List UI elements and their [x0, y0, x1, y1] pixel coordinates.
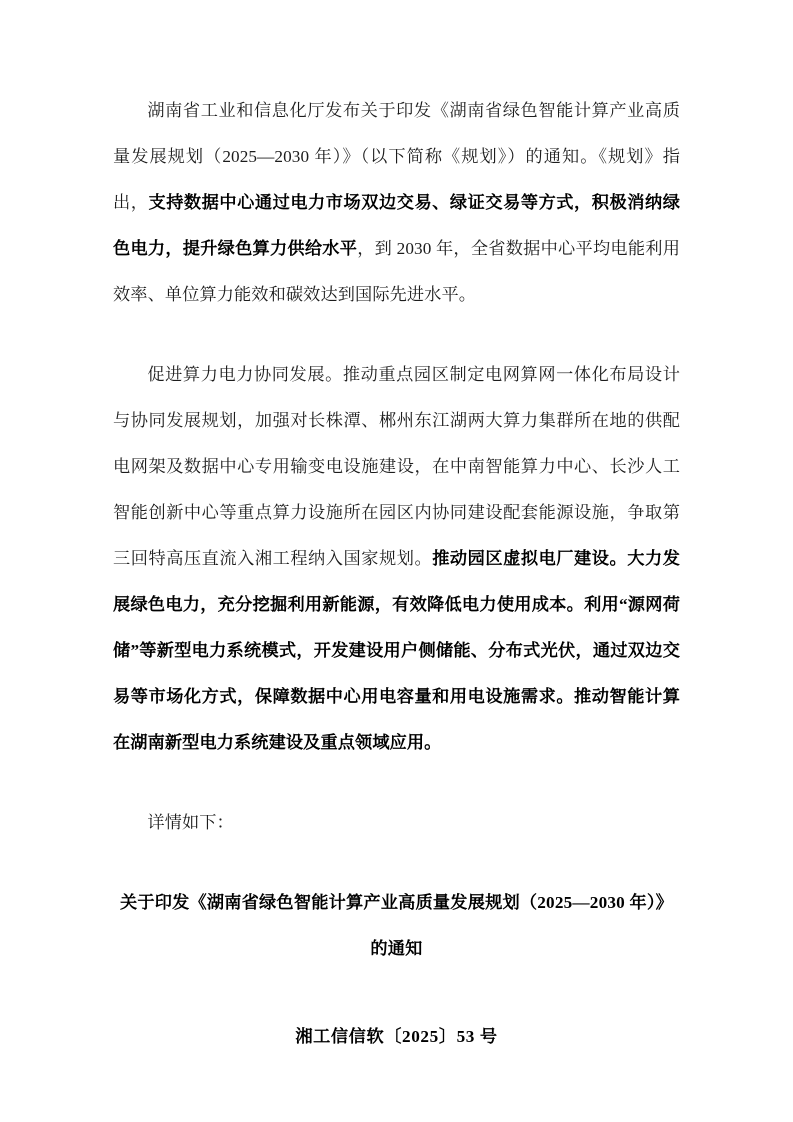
- text-run-plain: 湖南省工业和信息化厅发布关于印发《湖南省绿色智能计算产业高质量发展规划（2025—2030 年）》（以下简称《规划》）的通知。《规划》指出，: [113, 101, 680, 212]
- document-number: 湘工信信软〔2025〕53 号: [295, 1027, 498, 1046]
- text-run-bold: 支持数据中心通过电力市场双边交易、绿证交易等方式，积极消纳绿色电力，提升绿色算力供给水平: [113, 193, 680, 258]
- text-run-plain: ，到 2030 年，全省数据中心平均电能利用效率、单位算力能效和碳效达到国际先进水平。: [113, 239, 681, 304]
- text-run-plain: 详情如下：: [147, 813, 234, 832]
- document-body: [113, 88, 680, 1060]
- paragraph-details-lead: [113, 800, 680, 846]
- notice-title: 关于印发《湖南省绿色智能计算产业高质量发展规划（2025—2030 年）》的通知: [119, 893, 674, 958]
- text-run-plain: 促进算力电力协同发展。推动重点园区制定电网算网一体化布局设计与协同发展规划，加强对长株潭、郴州东江湖两大算力集群所在地的供配电网架及数据中心专用输变电设施建设，在中南智能算力中心、长沙人工智能创新中心等重点算力设施所在园区内协同建设配套能源设施，争取第三回特高压直流入湘工程纳入国家规划。: [113, 365, 680, 568]
- paragraph-coordinated-development: [113, 352, 680, 766]
- spacer: [113, 846, 680, 880]
- text-run-bold: 推动园区虚拟电厂建设。大力发展绿色电力，充分挖掘利用新能源，有效降低电力使用成本。利用“源网荷储”等新型电力系统模式，开发建设用户侧储能、分布式光伏，通过双边交易等市场化方式，保障数据中心用电容量和用电设施需求。推动智能计算在湖南新型电力系统建设及重点领域应用。: [113, 549, 680, 752]
- paragraph-summary: [113, 88, 680, 318]
- spacer: [113, 972, 680, 1014]
